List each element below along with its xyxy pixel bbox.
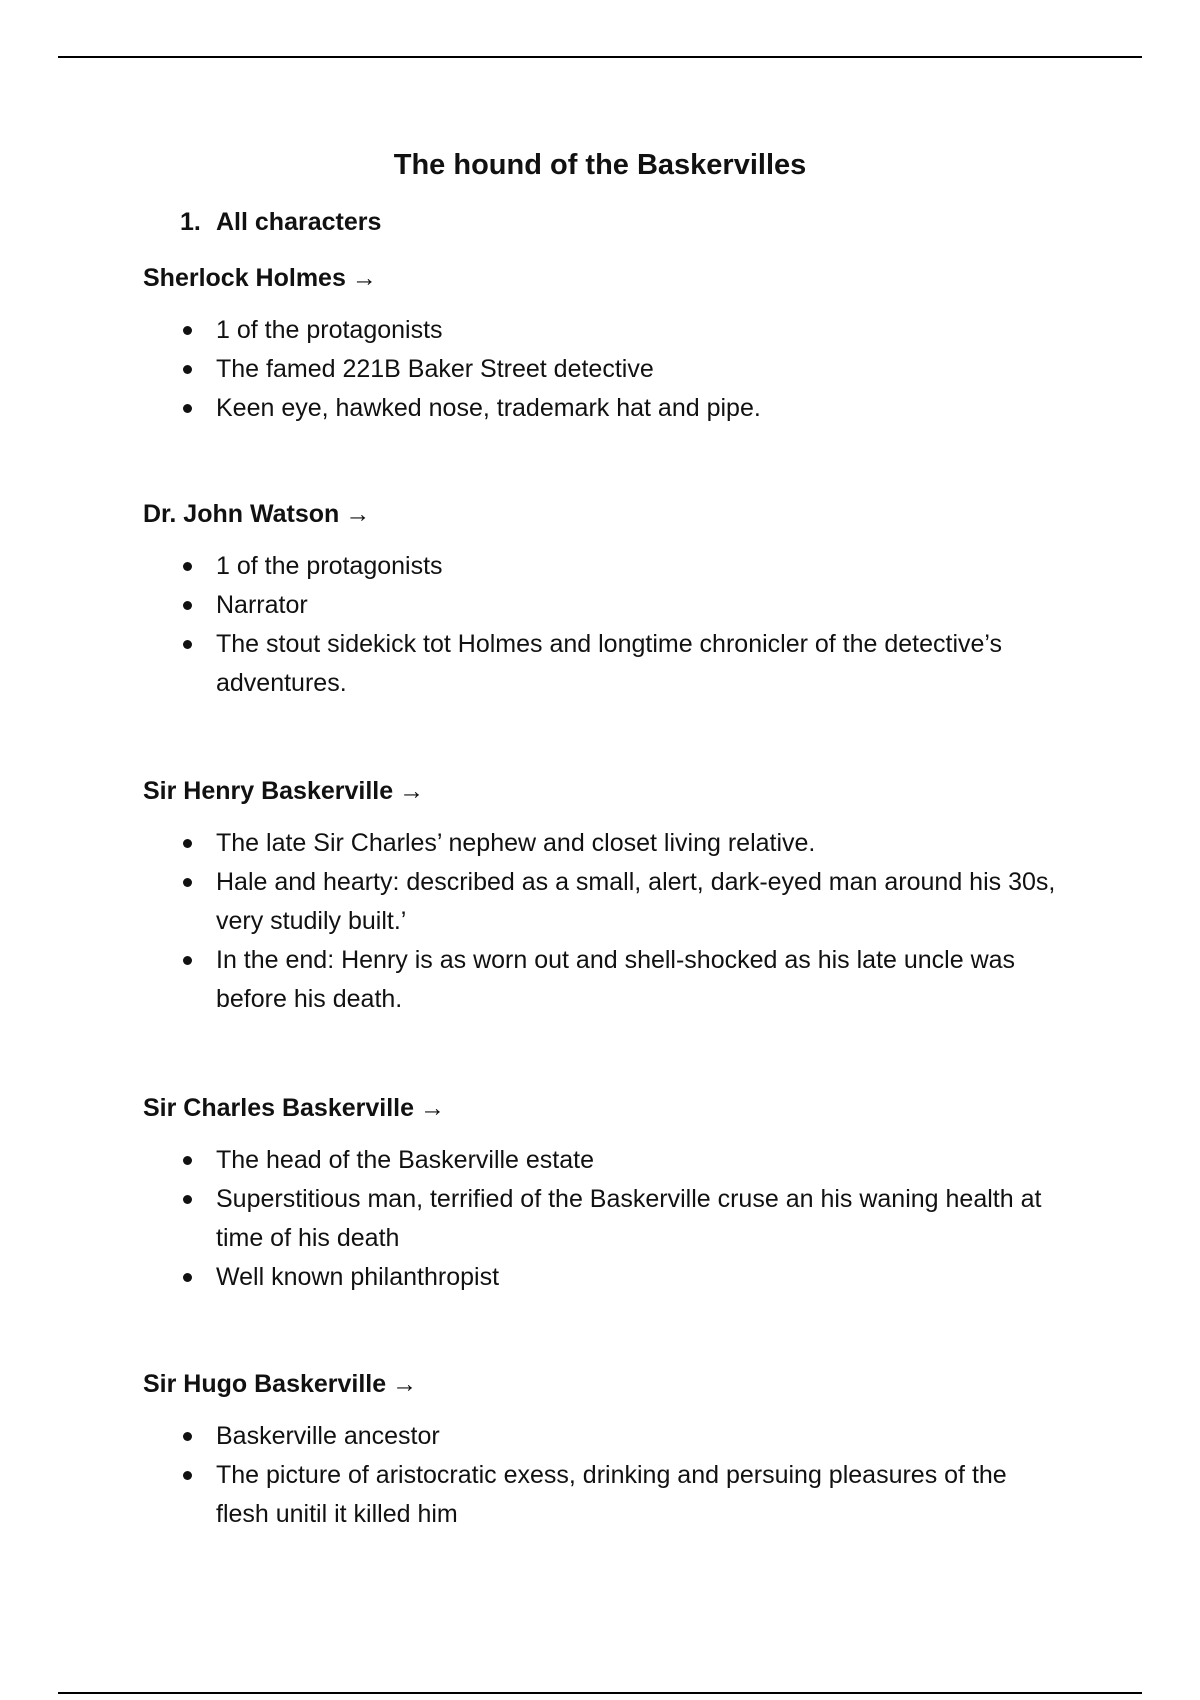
top-rule (58, 56, 1142, 58)
list-item: 1 of the protagonists (143, 311, 1056, 350)
list-item: The picture of aristocratic exess, drinking and persuing pleasures of the flesh unitil it killed him (143, 1456, 1056, 1534)
list-item: In the end: Henry is as worn out and shell-shocked as his late uncle was before his death. (143, 941, 1056, 1019)
list-item: Baskerville ancestor (143, 1417, 1056, 1456)
list-item: Well known philanthropist (143, 1258, 1056, 1297)
list-item: The famed 221B Baker Street detective (143, 350, 1056, 389)
right-arrow-icon: → (420, 1094, 445, 1122)
character-sherlock-holmes (143, 263, 1063, 428)
trait-list (143, 547, 1063, 703)
character-name: Dr. John Watson → (143, 500, 371, 528)
character-name: Sherlock Holmes → (143, 264, 377, 292)
trait-list (143, 824, 1063, 1019)
character-name: Sir Hugo Baskerville → (143, 1370, 418, 1398)
list-item: Keen eye, hawked nose, trademark hat and pipe. (143, 389, 1056, 428)
character-name: Sir Henry Baskerville → (143, 777, 425, 805)
list-item: The stout sidekick tot Holmes and longtime chronicler of the detective’s adventures. (143, 625, 1056, 703)
character-henry-baskerville (143, 776, 1063, 1019)
list-item: Narrator (143, 586, 1056, 625)
bottom-rule (58, 1692, 1142, 1694)
trait-list (143, 311, 1063, 428)
list-item: Superstitious man, terrified of the Baskerville cruse an his waning health at time of his death (143, 1180, 1056, 1258)
character-charles-baskerville (143, 1093, 1063, 1297)
character-john-watson (143, 499, 1063, 703)
list-item: The head of the Baskerville estate (143, 1141, 1056, 1180)
character-hugo-baskerville (143, 1369, 1063, 1534)
list-item: 1 of the protagonists (143, 547, 1056, 586)
section-number: 1. (180, 208, 201, 236)
right-arrow-icon: → (351, 264, 377, 292)
right-arrow-icon: → (345, 500, 371, 528)
trait-list (143, 1141, 1063, 1297)
list-item: Hale and hearty: described as a small, alert, dark-eyed man around his 30s, very studily built.’ (143, 863, 1056, 941)
section-heading (180, 207, 381, 237)
trait-list (143, 1417, 1063, 1534)
document-title: The hound of the Baskervilles (393, 149, 807, 181)
section-label: All characters (216, 208, 382, 236)
character-name: Sir Charles Baskerville → (143, 1094, 445, 1122)
right-arrow-icon: → (392, 1370, 418, 1398)
right-arrow-icon: → (399, 777, 425, 805)
list-item: The late Sir Charles’ nephew and closet living relative. (143, 824, 1056, 863)
